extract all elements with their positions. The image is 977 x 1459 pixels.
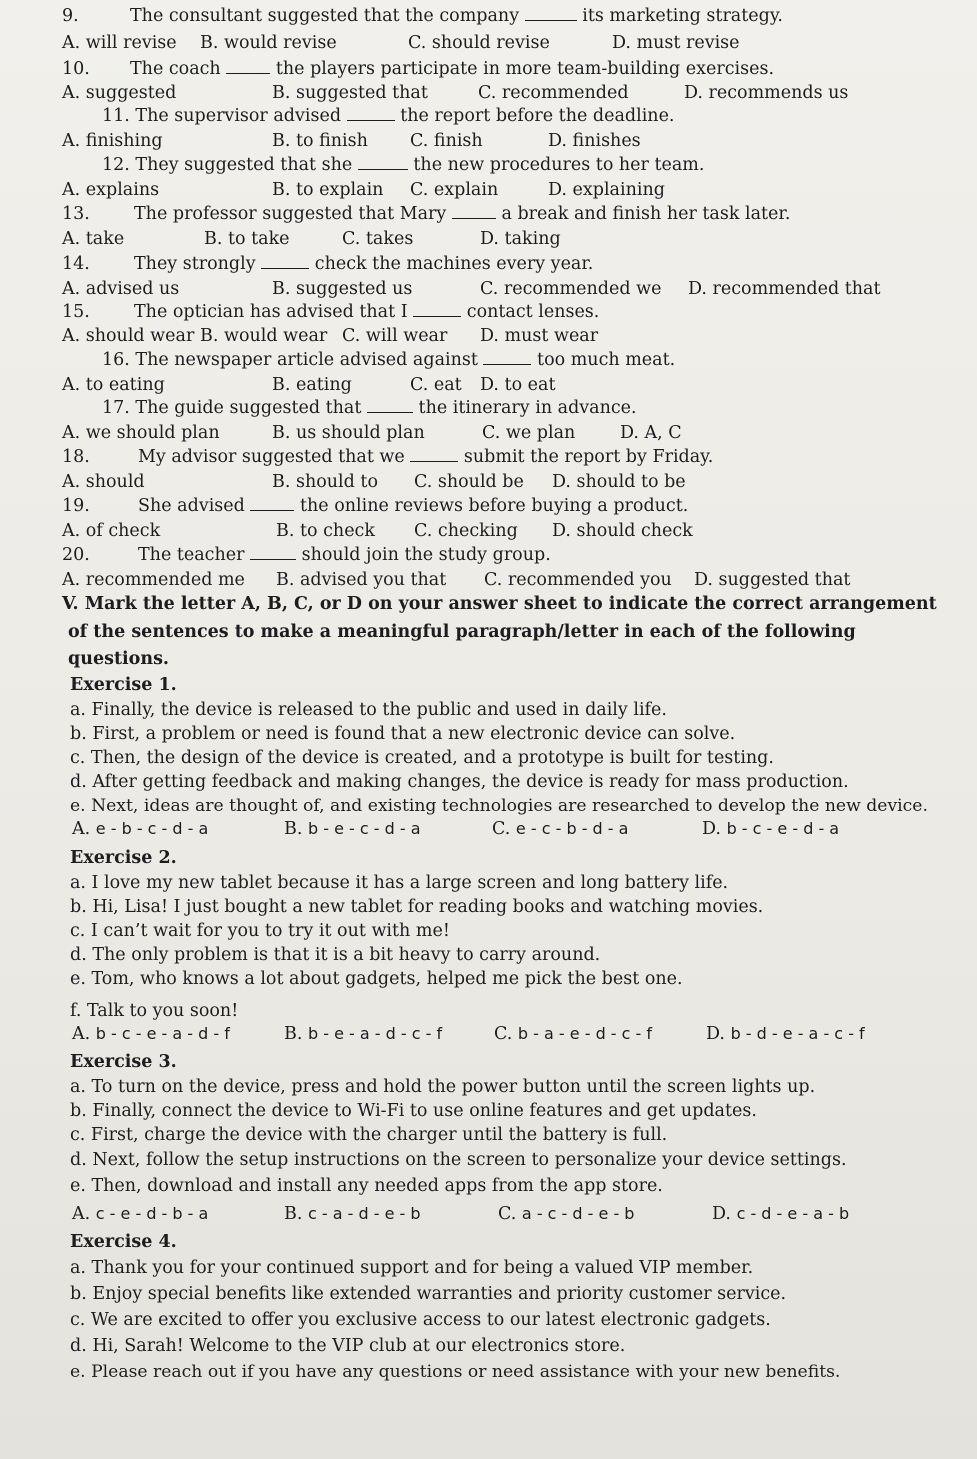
option-a[interactable]: A. we should plan	[62, 423, 220, 443]
option-a[interactable]: A. c - e - d - b - a	[72, 1204, 209, 1224]
option-b[interactable]: B. advised you that	[276, 570, 447, 590]
option-a[interactable]: A. advised us	[62, 279, 180, 299]
option-c[interactable]: C. we plan	[482, 423, 576, 443]
option-a[interactable]: A. recommended me	[62, 570, 245, 590]
exercise-2-sentence-a: a. I love my new tablet because it has a large screen and long battery life.	[70, 873, 729, 893]
exercise-3-options	[0, 1204, 977, 1230]
exercise-3-sentence-c: c. First, charge the device with the charger until the battery is full.	[70, 1125, 668, 1145]
exercise-title: Exercise 1.	[70, 675, 177, 695]
question-stem: 12. They suggested that she the new procedures to her team.	[102, 155, 705, 175]
option-d[interactable]: D. b - d - e - a - c - f	[706, 1024, 865, 1044]
exercise-3-sentence-e: e. Then, download and install any needed apps from the app store.	[70, 1176, 663, 1196]
question-15-options	[0, 326, 977, 352]
question-20	[0, 545, 977, 571]
option-b[interactable]: B. b - e - a - d - c - f	[284, 1024, 443, 1044]
answer-blank[interactable]	[525, 6, 577, 21]
option-a[interactable]: A. should wear	[62, 326, 195, 346]
option-d[interactable]: D. b - c - e - d - a	[702, 819, 840, 839]
option-b[interactable]: B. suggested that	[272, 83, 428, 103]
option-d[interactable]: D. suggested that	[694, 570, 851, 590]
answer-blank[interactable]	[226, 59, 270, 74]
option-d[interactable]: D. to eat	[480, 375, 556, 395]
section-v-instruction-2	[0, 622, 977, 648]
question-number: 15.	[62, 302, 90, 322]
answer-blank[interactable]	[483, 350, 531, 365]
answer-blank[interactable]	[261, 254, 309, 269]
exercise-3-sentence-b: b. Finally, connect the device to Wi-Fi to use online features and get updates.	[70, 1101, 757, 1121]
question-stem: The optician has advised that I contact lenses.	[134, 302, 600, 322]
option-a[interactable]: A. to eating	[62, 375, 165, 395]
option-a[interactable]: A. take	[62, 229, 125, 249]
question-11-options	[0, 131, 977, 157]
question-number: 13.	[62, 204, 90, 224]
option-b[interactable]: B. c - a - d - e - b	[284, 1204, 421, 1224]
question-stem: She advised the online reviews before buying a product.	[138, 496, 689, 516]
question-13-options	[0, 229, 977, 255]
option-d[interactable]: D. should check	[552, 521, 693, 541]
answer-blank[interactable]	[410, 447, 458, 462]
option-d[interactable]: D. must revise	[612, 33, 740, 53]
option-c[interactable]: C. a - c - d - e - b	[498, 1204, 635, 1224]
option-b[interactable]: B. would wear	[200, 326, 328, 346]
option-d[interactable]: D. should to be	[552, 472, 686, 492]
option-c[interactable]: C. e - c - b - d - a	[492, 819, 629, 839]
answer-blank[interactable]	[358, 155, 408, 170]
question-12-options	[0, 180, 977, 206]
exercise-4-sentence-a: a. Thank you for your continued support and for being a valued VIP member.	[70, 1258, 754, 1278]
option-c[interactable]: C. will wear	[342, 326, 448, 346]
question-16	[0, 350, 977, 376]
option-b[interactable]: B. to finish	[272, 131, 368, 151]
answer-blank[interactable]	[250, 545, 296, 560]
exercise-2-sentence-e: e. Tom, who knows a lot about gadgets, helped me pick the best one.	[70, 969, 683, 989]
question-17	[0, 398, 977, 424]
question-9-options	[0, 33, 977, 59]
exercise-1-title	[0, 675, 977, 701]
exercise-3-title	[0, 1052, 977, 1078]
question-stem: The consultant suggested that the company its marketing strategy.	[130, 6, 783, 26]
question-number: 9.	[62, 6, 79, 26]
option-c[interactable]: C. recommended you	[484, 570, 672, 590]
question-stem: The teacher should join the study group.	[138, 545, 551, 565]
question-stem: 16. The newspaper article advised against too much meat.	[102, 350, 676, 370]
exercise-2-title	[0, 848, 977, 874]
question-13	[0, 204, 977, 230]
option-b[interactable]: B. eating	[272, 375, 352, 395]
option-d[interactable]: D. A, C	[620, 423, 682, 443]
option-c[interactable]: C. explain	[410, 180, 499, 200]
option-a[interactable]: A. b - c - e - a - d - f	[72, 1024, 230, 1044]
answer-blank[interactable]	[452, 204, 496, 219]
answer-blank[interactable]	[250, 496, 294, 511]
option-c[interactable]: C. b - a - e - d - c - f	[494, 1024, 653, 1044]
question-stem: They strongly check the machines every year.	[134, 254, 594, 274]
option-d[interactable]: D. taking	[480, 229, 561, 249]
exercise-1-options	[0, 819, 977, 845]
option-b[interactable]: B. b - e - c - d - a	[284, 819, 421, 839]
exercise-title: Exercise 2.	[70, 848, 177, 868]
exercise-4-title	[0, 1232, 977, 1258]
option-a[interactable]: A. suggested	[62, 83, 177, 103]
question-15	[0, 302, 977, 328]
option-b[interactable]: B. us should plan	[272, 423, 425, 443]
option-a[interactable]: A. explains	[62, 180, 160, 200]
exercise-2-options	[0, 1024, 977, 1050]
exercise-3-sentence-a: a. To turn on the device, press and hold the power button until the screen lights up.	[70, 1077, 816, 1097]
question-stem: The professor suggested that Mary a break and finish her task later.	[134, 204, 791, 224]
exercise-2-sentence-c: c. I can’t wait for you to try it out with me!	[70, 921, 450, 941]
option-b[interactable]: B. to take	[204, 229, 290, 249]
exercise-3-sentence-d: d. Next, follow the setup instructions on the screen to personalize your device settings.	[70, 1150, 847, 1170]
option-b[interactable]: B. suggested us	[272, 279, 413, 299]
section-v-instruction-3	[0, 649, 977, 675]
exercise-1-sentence-b: b. First, a problem or need is found that a new electronic device can solve.	[70, 724, 736, 744]
exercise-1-sentence-c: c. Then, the design of the device is created, and a prototype is built for testing.	[70, 748, 774, 768]
option-d[interactable]: D. c - d - e - a - b	[712, 1204, 850, 1224]
exercise-1-sentence-e: e. Next, ideas are thought of, and existing technologies are researched to develop the new device.	[70, 796, 928, 816]
section-v-line-3: questions.	[68, 649, 170, 669]
exercise-2-sentence-b: b. Hi, Lisa! I just bought a new tablet for reading books and watching movies.	[70, 897, 764, 917]
option-d[interactable]: D. explaining	[548, 180, 665, 200]
option-d[interactable]: D. must wear	[480, 326, 599, 346]
option-a[interactable]: A. should	[62, 472, 145, 492]
question-18-options	[0, 472, 977, 498]
option-c[interactable]: C. should revise	[408, 33, 550, 53]
exercise-title: Exercise 4.	[70, 1232, 177, 1252]
option-c[interactable]: C. recommended	[478, 83, 629, 103]
question-number: 14.	[62, 254, 90, 274]
option-b[interactable]: B. to check	[276, 521, 375, 541]
option-c[interactable]: C. checking	[414, 521, 518, 541]
answer-blank[interactable]	[347, 106, 395, 121]
option-a[interactable]: A. will revise	[62, 33, 177, 53]
question-19	[0, 496, 977, 522]
exercise-4-sentence-c: c. We are excited to offer you exclusive access to our latest electronic gadgets.	[70, 1310, 771, 1330]
section-v-line-2: of the sentences to make a meaningful paragraph/letter in each of the following	[68, 622, 856, 642]
question-11	[0, 106, 977, 132]
question-stem: My advisor suggested that we submit the report by Friday.	[138, 447, 714, 467]
answer-blank[interactable]	[413, 302, 461, 317]
option-c[interactable]: C. takes	[342, 229, 414, 249]
section-v-line-1: V. Mark the letter A, B, C, or D on your answer sheet to indicate the correct arrangement	[62, 594, 937, 614]
option-c[interactable]: C. recommended we	[480, 279, 662, 299]
question-10	[0, 59, 977, 85]
option-d[interactable]: D. finishes	[548, 131, 641, 151]
exercise-4-sentence-b: b. Enjoy special benefits like extended warranties and priority customer service.	[70, 1284, 787, 1304]
question-stem: 17. The guide suggested that the itinerary in advance.	[102, 398, 637, 418]
question-number: 18.	[62, 447, 90, 467]
question-9	[0, 6, 977, 32]
option-b[interactable]: B. would revise	[200, 33, 337, 53]
option-a[interactable]: A. e - b - c - d - a	[72, 819, 209, 839]
question-20-options	[0, 570, 977, 596]
exercise-title: Exercise 3.	[70, 1052, 177, 1072]
question-number: 20.	[62, 545, 90, 565]
question-17-options	[0, 423, 977, 449]
option-a[interactable]: A. of check	[62, 521, 161, 541]
option-b[interactable]: B. should to	[272, 472, 378, 492]
option-d[interactable]: D. recommended that	[688, 279, 881, 299]
question-number: 19.	[62, 496, 90, 516]
option-c[interactable]: C. finish	[410, 131, 483, 151]
option-b[interactable]: B. to explain	[272, 180, 384, 200]
question-12	[0, 155, 977, 181]
option-d[interactable]: D. recommends us	[684, 83, 849, 103]
exercise-4-sentence-d: d. Hi, Sarah! Welcome to the VIP club at our electronics store.	[70, 1336, 626, 1356]
option-c[interactable]: C. should be	[414, 472, 524, 492]
exercise-2-sentence-f: f. Talk to you soon!	[70, 1001, 239, 1021]
exercise-4-sentence-e: e. Please reach out if you have any questions or need assistance with your new benefits.	[70, 1362, 841, 1382]
question-stem: The coach the players participate in more team-building exercises.	[130, 59, 775, 79]
option-a[interactable]: A. finishing	[62, 131, 163, 151]
answer-blank[interactable]	[367, 398, 413, 413]
option-c[interactable]: C. eat	[410, 375, 462, 395]
question-number: 10.	[62, 59, 90, 79]
section-v-instruction	[0, 594, 977, 620]
exercise-1-sentence-a: a. Finally, the device is released to the public and used in daily life.	[70, 700, 667, 720]
exercise-2-sentence-d: d. The only problem is that it is a bit heavy to carry around.	[70, 945, 601, 965]
question-stem: 11. The supervisor advised the report before the deadline.	[102, 106, 675, 126]
question-14	[0, 254, 977, 280]
question-18	[0, 447, 977, 473]
exercise-1-sentence-d: d. After getting feedback and making changes, the device is ready for mass production.	[70, 772, 849, 792]
question-19-options	[0, 521, 977, 547]
